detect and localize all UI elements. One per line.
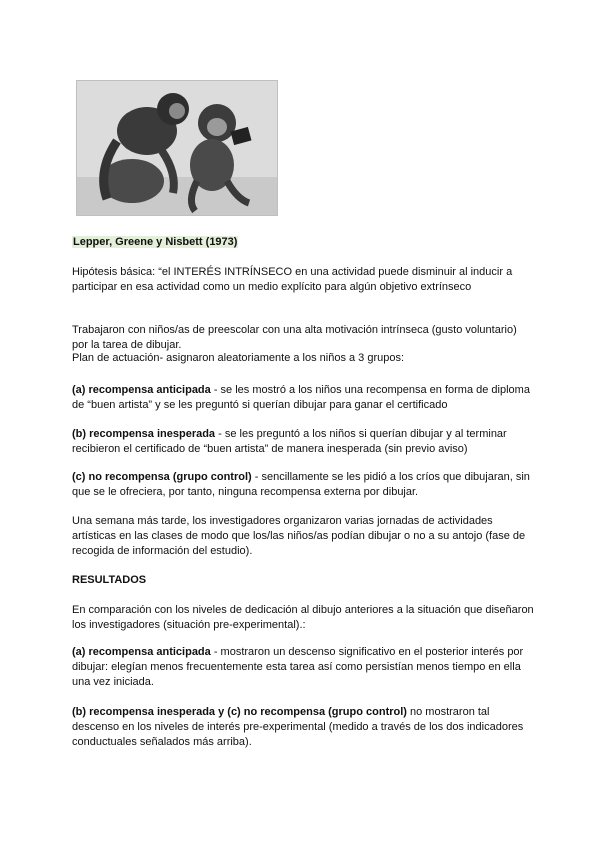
monkeys-photo-icon: [77, 81, 277, 215]
group-b-text: - se les preguntó a los niños si querían dibujar y al terminar recibieron el certificado de “buen artista” de manera inesperada (sin previo aviso): [72, 428, 507, 455]
week-later-paragraph: Una semana más tarde, los investigadores organizaron varias jornadas de actividades artísticas en las clases de modo que los/las niños/as podían dibujar o no a su antojo (fase de recogida de información del estudio).: [72, 515, 526, 557]
result-bc-paragraph: [72, 705, 534, 750]
intro-paragraph: Trabajaron con niños/as de preescolar con una alta motivación intrínseca (gusto voluntario) por la tarea de dibujar.: [72, 324, 517, 351]
group-b-paragraph: [72, 427, 534, 457]
plan-paragraph: Plan de actuación- asignaron aleatoriamente a los niños a 3 grupos:: [72, 352, 405, 364]
group-c-paragraph: [72, 470, 534, 500]
study-title: Lepper, Greene y Nisbett (1973): [73, 236, 238, 248]
group-a-text: - se les mostró a los niños una recompensa en forma de diploma de “buen artista” y se les preguntó si querían dibujar para ganar el certificado: [72, 384, 530, 411]
result-bc-label: (b) recompensa inesperada y (c) no recompensa (grupo control): [72, 706, 407, 718]
result-a-label: (a) recompensa anticipada: [72, 646, 211, 658]
results-heading: RESULTADOS: [72, 574, 147, 586]
group-a-label: (a) recompensa anticipada: [72, 384, 211, 396]
comparison-paragraph: En comparación con los niveles de dedicación al dibujo anteriores a la situación que diseñaron los investigadores (situación pre-experimental).:: [72, 604, 534, 631]
monkeys-photo: [76, 80, 278, 216]
result-a-paragraph: [72, 645, 534, 690]
result-bc-text: no mostraron tal descenso en los niveles de interés pre-experimental (medido a través de los dos indicadores conductuales señalados más arriba).: [72, 706, 524, 748]
group-c-label: (c) no recompensa (grupo control): [72, 471, 252, 483]
group-a-paragraph: [72, 383, 534, 413]
hypothesis-paragraph: Hipótesis básica: “el INTERÉS INTRÍNSECO en una actividad puede disminuir al inducir a participar en esa actividad como un medio explícito para algún objetivo extrínseco: [72, 266, 513, 293]
group-b-label: (b) recompensa inesperada: [72, 428, 216, 440]
result-a-text: - mostraron un descenso significativo en el posterior interés por dibujar: elegían menos frecuentemente esta tarea así como persistían menos tiempo en ella una vez iniciada.: [72, 646, 524, 688]
group-c-text: - sencillamente se les pidió a los críos que dibujaran, sin que se le ofreciera, por tanto, ninguna recompensa externa por dibujar.: [72, 471, 530, 498]
